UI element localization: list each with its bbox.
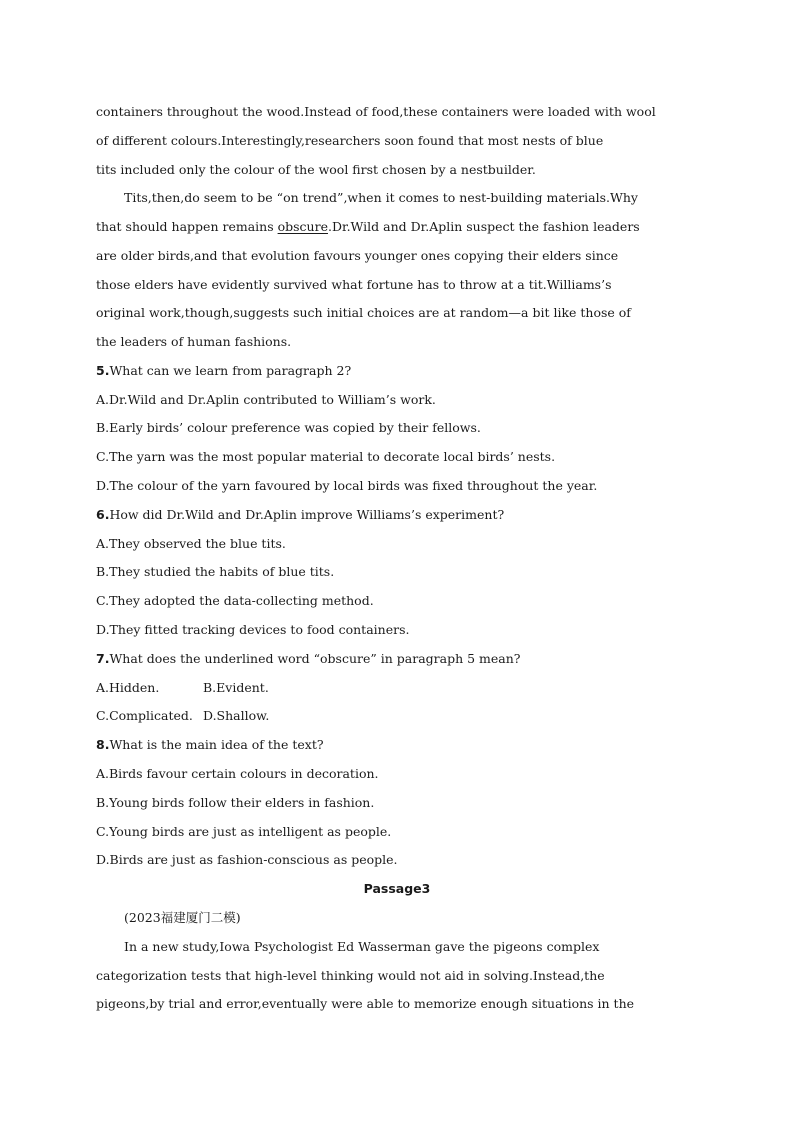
option-b: B.Young birds follow their elders in fashion. xyxy=(96,795,375,810)
passage-line: pigeons,by trial and error,eventually were able to memorize enough situations in the xyxy=(96,996,635,1011)
option-d: D.They fitted tracking devices to food containers. xyxy=(96,622,410,637)
passage-line xyxy=(96,219,696,235)
question-stem: How did Dr.Wild and Dr.Aplin improve Williams’s experiment? xyxy=(109,507,505,522)
question-stem: What does the underlined word “obscure” in paragraph 5 mean? xyxy=(109,651,521,666)
question-7 xyxy=(96,651,696,667)
passage-line: In a new study,Iowa Psychologist Ed Wasserman gave the pigeons complex xyxy=(124,939,600,954)
passage-line: the leaders of human fashions. xyxy=(96,334,292,349)
option-d: D.The colour of the yarn favoured by local birds was fixed throughout the year. xyxy=(96,478,598,493)
passage-line: original work,though,suggests such initial choices are at random—a bit like those of xyxy=(96,305,631,320)
passage-line: Tits,then,do seem to be “on trend”,when it comes to nest-building materials.Why xyxy=(124,190,638,205)
option-a: A.Dr.Wild and Dr.Aplin contributed to William’s work. xyxy=(96,392,436,407)
question-number: 6. xyxy=(96,507,110,522)
option-b: B.Evident. xyxy=(203,680,269,695)
option-row-cd xyxy=(96,708,696,724)
option-d: D.Birds are just as fashion-conscious as people. xyxy=(96,852,398,867)
option-row-ab xyxy=(96,680,696,696)
question-stem: What can we learn from paragraph 2? xyxy=(109,363,352,378)
passage-line: are older birds,and that evolution favours younger ones copying their elders since xyxy=(96,248,619,263)
option-c: C.The yarn was the most popular material to decorate local birds’ nests. xyxy=(96,449,556,464)
option-d: D.Shallow. xyxy=(203,708,270,723)
underlined-word: obscure xyxy=(277,219,328,234)
option-c: C.Complicated. xyxy=(96,708,193,723)
passage-line: those elders have evidently survived what fortune has to throw at a tit.Williams’s xyxy=(96,277,612,292)
passage-source: (2023福建厦门二模) xyxy=(124,910,241,925)
question-5 xyxy=(96,363,696,379)
text-run: .Dr.Wild and Dr.Aplin suspect the fashion leaders xyxy=(327,219,640,234)
passage-line: containers throughout the wood.Instead of food,these containers were loaded with wool xyxy=(96,104,656,119)
question-stem: What is the main idea of the text? xyxy=(109,737,324,752)
text-run: that should happen remains xyxy=(96,219,278,234)
option-a: A.They observed the blue tits. xyxy=(96,536,286,551)
question-number: 8. xyxy=(96,737,110,752)
passage-line: of different colours.Interestingly,researchers soon found that most nests of blue xyxy=(96,133,604,148)
option-c: C.They adopted the data-collecting method. xyxy=(96,593,374,608)
option-a: A.Hidden. xyxy=(96,680,160,695)
passage-title: Passage3 xyxy=(363,881,431,896)
passage-line: categorization tests that high-level thinking would not aid in solving.Instead,the xyxy=(96,968,605,983)
option-b: B.They studied the habits of blue tits. xyxy=(96,564,335,579)
option-b: B.Early birds’ colour preference was copied by their fellows. xyxy=(96,420,481,435)
option-a: A.Birds favour certain colours in decoration. xyxy=(96,766,379,781)
passage-line: tits included only the colour of the wool first chosen by a nestbuilder. xyxy=(96,162,536,177)
question-6 xyxy=(96,507,696,523)
option-c: C.Young birds are just as intelligent as people. xyxy=(96,824,392,839)
question-8 xyxy=(96,737,696,753)
question-number: 5. xyxy=(96,363,110,378)
question-number: 7. xyxy=(96,651,110,666)
